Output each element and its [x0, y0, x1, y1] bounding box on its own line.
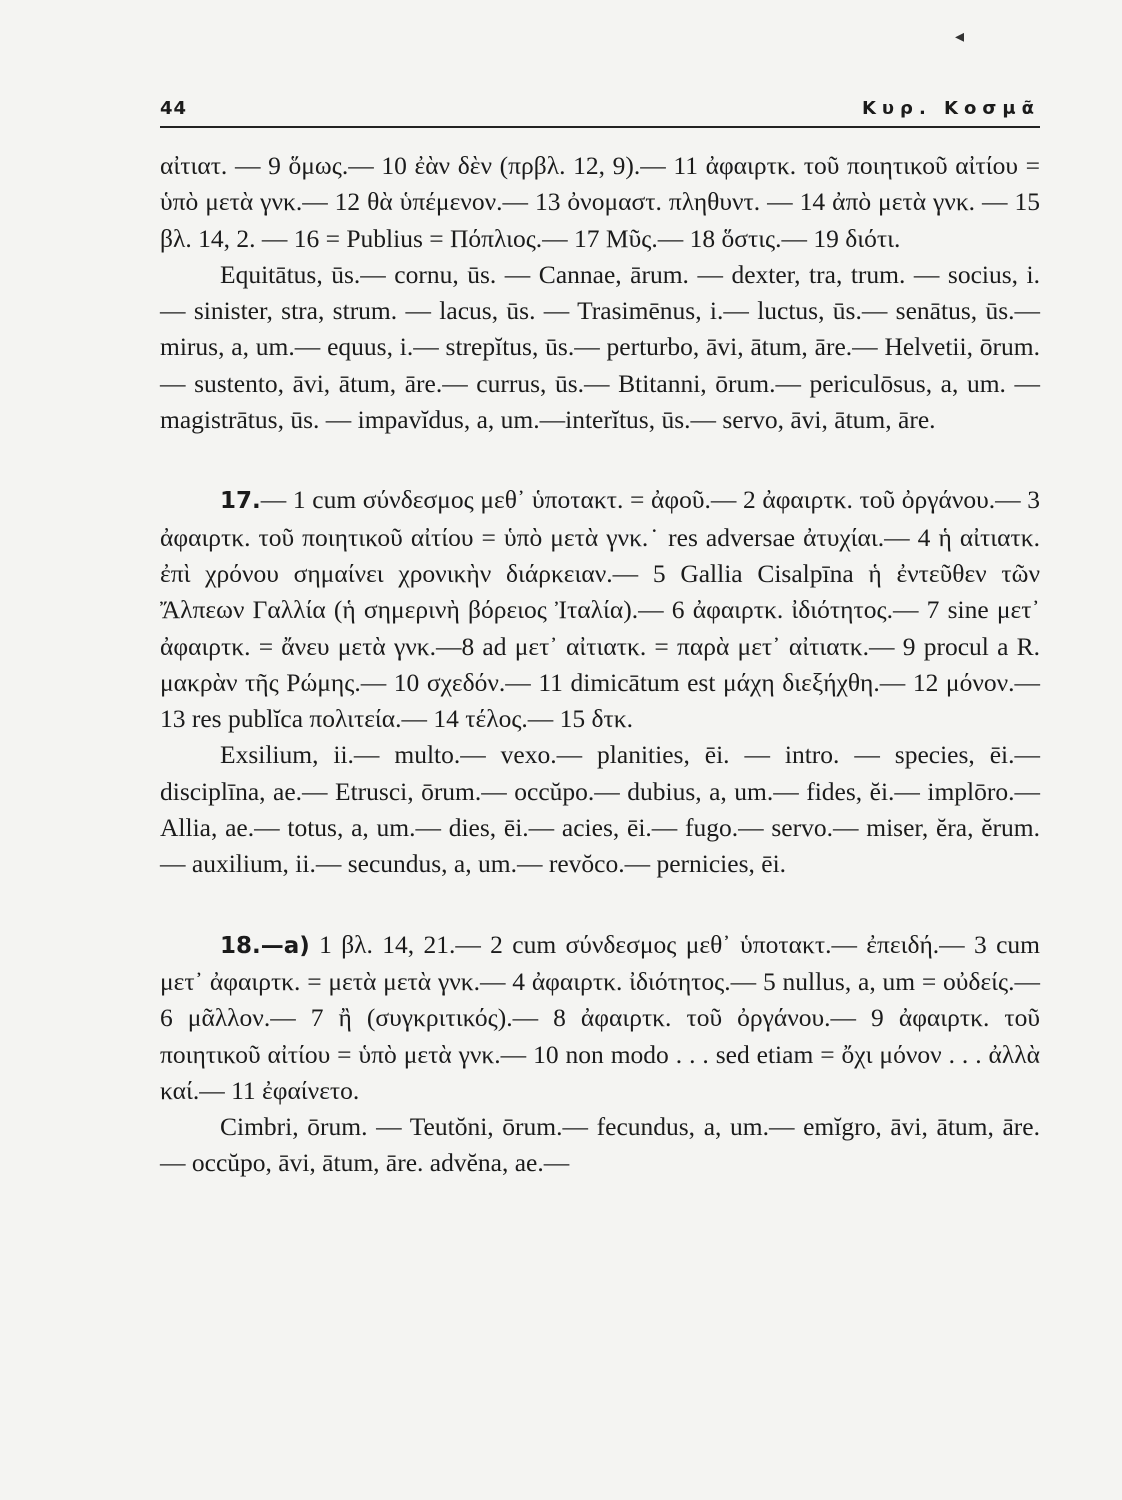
paragraph-vocab-17: Exsilium, ii.— multo.— vexo.— planities, ēi. — intro. — species, ēi.— disciplīna, ae.— Etrusci, ōrum.— occŭpo.— dubius, a, um.— fides, ĕi.— implōro.—Allia, ae.— totus, a, um.— dies, ēi.— acies, ēi.— fugo.— servo.— miser, ĕra, ĕrum.— auxilium, ii.— secundus, a, um.— revŏco.— pernicies, ēi.	[160, 740, 1040, 879]
header-rule	[160, 126, 1040, 128]
paragraph-vocab-18: Cimbri, ōrum. — Teutŏni, ōrum.— fecundus, a, um.— emĭgro, āvi, ātum, āre.— occŭpo, āvi, ātum, āre. advĕna, ae.—	[160, 1112, 1040, 1178]
section-number-17: 17.	[220, 488, 261, 515]
section-17-text: — 1 cum σύνδεσμος μεθ᾽ ὑποτακτ. = ἀφοῦ.— 2 ἀφαιρτκ. τοῦ ὀργάνου.— 3 ἀφαιρτκ. τοῦ ποιητικοῦ αἰτίου = ὑπὸ μετὰ γνκ.˙ res adversae ἀτυχίαι.— 4 ἡ αἰτιατκ. ἐπὶ χρόνου σημαίνει χρονικὴν διάρκειαν.— 5 Gallia Cisalpīna ἡ ἐντεῦθεν τῶν Ἄλπεων Γαλλία (ἡ σημερινὴ βόρειος Ἰταλία).— 6 ἀφαιρτκ. ἰδιότητος.— 7 sine μετ᾽ ἀφαιρτκ. = ἄνευ μετὰ γνκ.—8 ad μετ᾽ αἰτιατκ. = παρὰ μετ᾽ αἰτιατκ.— 9 procul a R. μακρὰν τῆς Ρώμης.— 10 σχεδόν.— 11 dimicātum est μάχη διεξήχθη.— 12 μόνον.— 13 res publĭca πολιτεία.— 14 τέλος.— 15 δτκ.	[160, 485, 1040, 734]
section-number-18: 18.—a)	[220, 932, 310, 959]
paragraph-notes-16: αἰτιατ. — 9 ὅμως.— 10 ἐὰν δὲν (πρβλ. 12, 9).— 11 ἀφαιρτκ. τοῦ ποιητικοῦ αἰτίου = ὑπὸ μετὰ γνκ.— 12 θὰ ὑπέμενον.— 13 ὀνομαστ. πληθυντ. — 14 ἀπὸ μετὰ γνκ. — 15 βλ. 14, 2. — 16 = Publius = Πόπλιος.— 17 Μῦς.— 18 ὅστις.— 19 διότι.	[160, 151, 1040, 253]
corner-mark: ◂	[955, 26, 965, 47]
section-18-text: 1 βλ. 14, 21.— 2 cum σύνδεσμος μεθ᾽ ὑποτακτ.— ἐπειδή.— 3 cum μετ᾽ ἀφαιρτκ. = μετὰ μετὰ γνκ.— 4 ἀφαιρτκ. ἰδιότητος.— 5 nullus, a, um = οὐδείς.— 6 μᾶλλον.— 7 ἢ (συγκριτικός).— 8 ἀφαιρτκ. τοῦ ὀργάνου.— 9 ἀφαιρτκ. τοῦ ποιητικοῦ αἰτίου = ὑπὸ μετὰ γνκ.— 10 non modo . . . sed etiam = ὄχι μόνον . . . ἀλλὰ καί.— 11 ἐφαίνετο.	[160, 929, 1040, 1105]
page-number: 44	[160, 98, 188, 119]
paragraph-notes-18	[160, 927, 1040, 1109]
paragraph-vocab-16: Equitātus, ūs.— cornu, ūs. — Cannae, ārum. — dexter, tra, trum. — socius, i. — sinister, stra, strum. — lacus, ūs. — Trasimēnus, i.— luctus, ūs.— senātus, ūs.— mirus, a, um.— equus, i.— strepĭtus, ūs.— perturbo, āvi, ātum, āre.— Helvetii, ōrum.— sustento, āvi, ātum, āre.— currus, ūs.— Btitanni, ōrum.— periculōsus, a, um. — magistrātus, ūs. — impavĭdus, a, um.—interĭtus, ūs.— servo, āvi, ātum, āre.	[160, 259, 1040, 435]
running-title: Κυρ. Κοσμᾶ	[861, 98, 1040, 119]
paragraph-notes-17	[160, 482, 1040, 737]
running-header	[160, 98, 1040, 119]
page-body	[160, 148, 1040, 1182]
